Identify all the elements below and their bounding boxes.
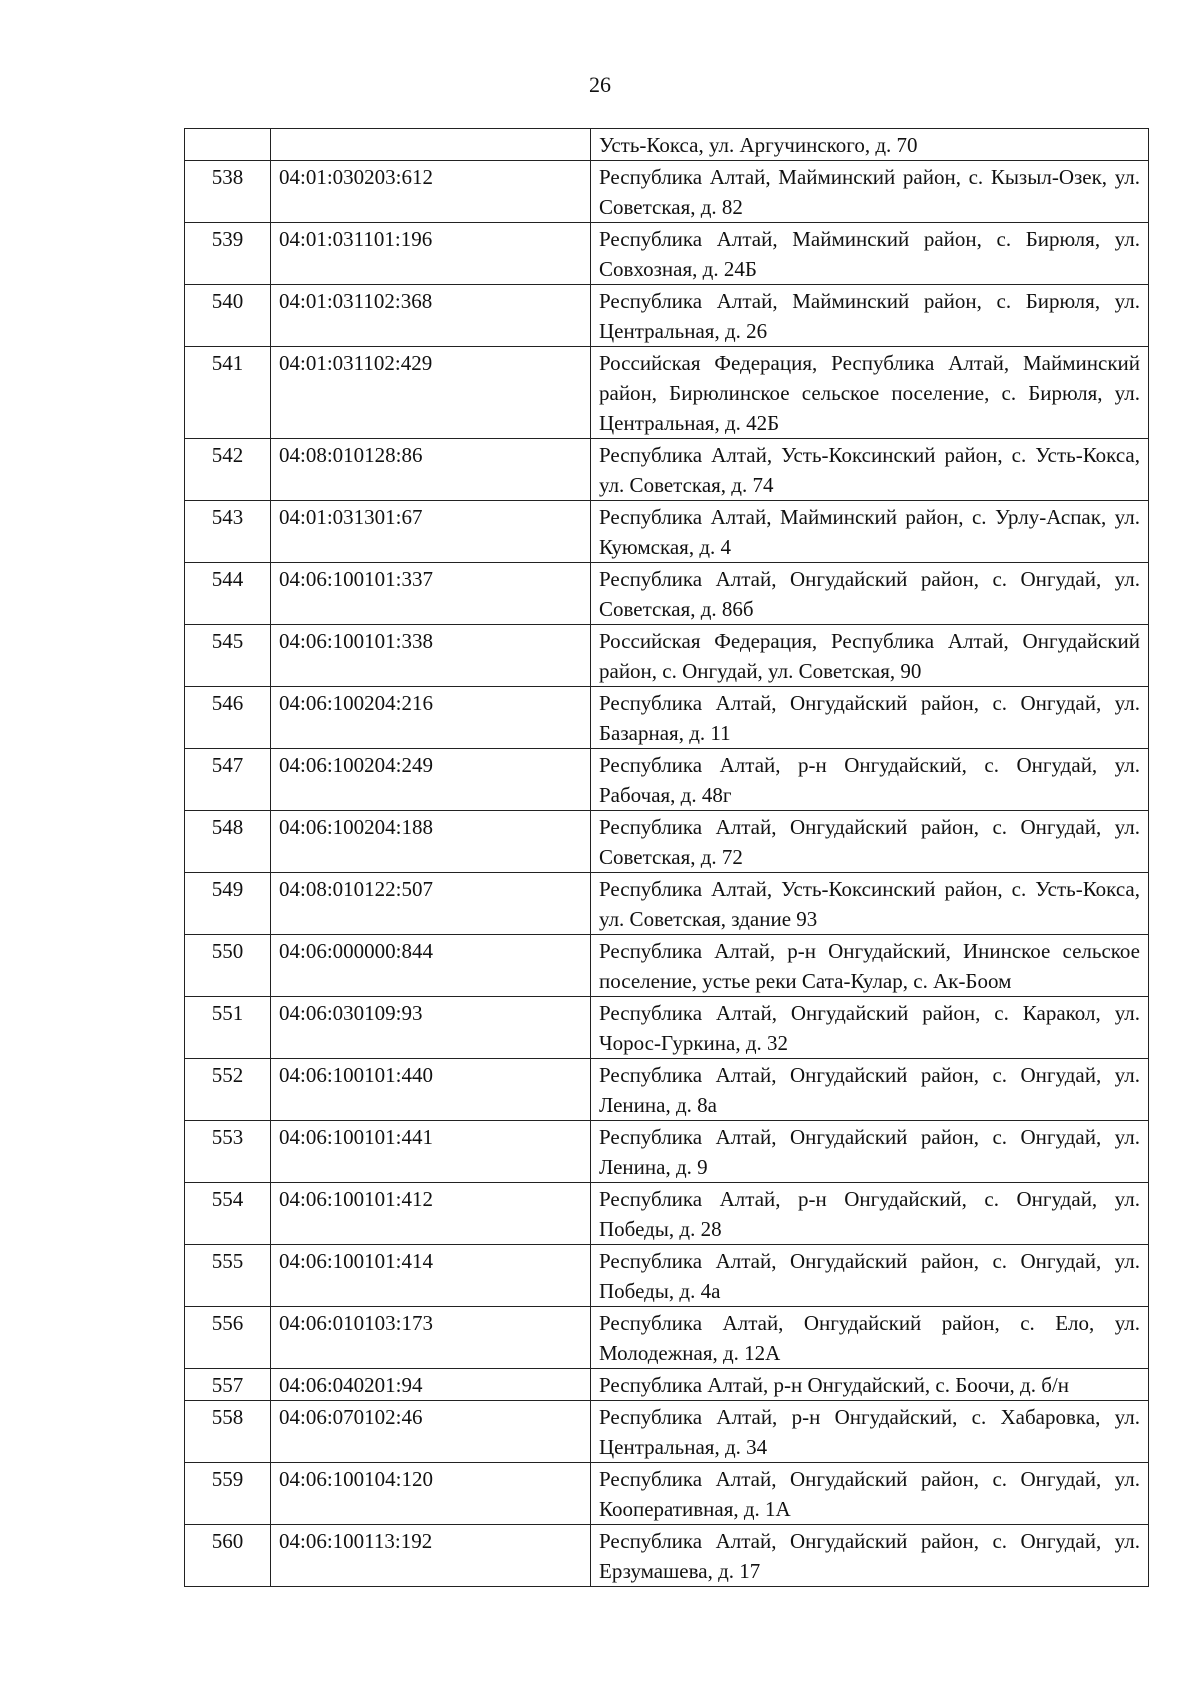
address-cell: Республика Алтай, р-н Онгудайский, с. Онгудай, ул. Рабочая, д. 48г xyxy=(591,749,1149,811)
table-row xyxy=(185,873,1149,935)
cadastral-number-cell: 04:06:030109:93 xyxy=(271,997,591,1059)
row-number-cell: 544 xyxy=(185,563,271,625)
cadastral-number-cell: 04:06:100113:192 xyxy=(271,1525,591,1587)
cadastral-number-cell: 04:06:100101:412 xyxy=(271,1183,591,1245)
cadastral-number-cell: 04:06:040201:94 xyxy=(271,1369,591,1401)
table-row xyxy=(185,1401,1149,1463)
address-cell: Республика Алтай, Онгудайский район, с. Ело, ул. Молодежная, д. 12А xyxy=(591,1307,1149,1369)
row-number-cell: 543 xyxy=(185,501,271,563)
address-cell: Республика Алтай, Онгудайский район, с. Онгудай, ул. Советская, д. 86б xyxy=(591,563,1149,625)
address-cell: Республика Алтай, Онгудайский район, с. Онгудай, ул. Победы, д. 4а xyxy=(591,1245,1149,1307)
table-row xyxy=(185,811,1149,873)
address-cell: Республика Алтай, Усть-Коксинский район, с. Усть-Кокса, ул. Советская, здание 93 xyxy=(591,873,1149,935)
row-number-cell: 557 xyxy=(185,1369,271,1401)
cadastral-number-cell: 04:01:030203:612 xyxy=(271,161,591,223)
row-number-cell: 548 xyxy=(185,811,271,873)
address-cell: Республика Алтай, Усть-Коксинский район, с. Усть-Кокса, ул. Советская, д. 74 xyxy=(591,439,1149,501)
address-cell: Республика Алтай, Майминский район, с. Кызыл-Озек, ул. Советская, д. 82 xyxy=(591,161,1149,223)
page-number: 26 xyxy=(589,72,611,97)
address-cell: Российская Федерация, Республика Алтай, Онгудайский район, с. Онгудай, ул. Советская, 90 xyxy=(591,625,1149,687)
address-cell: Республика Алтай, Онгудайский район, с. Каракол, ул. Чорос-Гуркина, д. 32 xyxy=(591,997,1149,1059)
table-row xyxy=(185,129,1149,161)
table-row xyxy=(185,997,1149,1059)
row-number-cell: 540 xyxy=(185,285,271,347)
registry-table-body xyxy=(185,129,1149,1587)
cadastral-number-cell: 04:06:100101:337 xyxy=(271,563,591,625)
table-row xyxy=(185,439,1149,501)
address-cell: Усть-Кокса, ул. Аргучинского, д. 70 xyxy=(591,129,1149,161)
address-cell: Республика Алтай, Онгудайский район, с. Онгудай, ул. Ленина, д. 8а xyxy=(591,1059,1149,1121)
row-number-cell: 553 xyxy=(185,1121,271,1183)
cadastral-number-cell xyxy=(271,129,591,161)
row-number-cell: 559 xyxy=(185,1463,271,1525)
table-row xyxy=(185,285,1149,347)
row-number-cell xyxy=(185,129,271,161)
cadastral-number-cell: 04:06:100204:188 xyxy=(271,811,591,873)
row-number-cell: 541 xyxy=(185,347,271,439)
table-row xyxy=(185,1245,1149,1307)
table-row xyxy=(185,1183,1149,1245)
cadastral-number-cell: 04:06:100101:338 xyxy=(271,625,591,687)
address-cell: Республика Алтай, Онгудайский район, с. Онгудай, ул. Базарная, д. 11 xyxy=(591,687,1149,749)
cadastral-number-cell: 04:01:031102:368 xyxy=(271,285,591,347)
row-number-cell: 539 xyxy=(185,223,271,285)
cadastral-number-cell: 04:08:010128:86 xyxy=(271,439,591,501)
row-number-cell: 558 xyxy=(185,1401,271,1463)
row-number-cell: 552 xyxy=(185,1059,271,1121)
table-row xyxy=(185,1369,1149,1401)
table-row xyxy=(185,687,1149,749)
table-row xyxy=(185,1463,1149,1525)
row-number-cell: 547 xyxy=(185,749,271,811)
registry-table xyxy=(184,128,1149,1587)
row-number-cell: 545 xyxy=(185,625,271,687)
row-number-cell: 549 xyxy=(185,873,271,935)
cadastral-number-cell: 04:06:100101:414 xyxy=(271,1245,591,1307)
row-number-cell: 538 xyxy=(185,161,271,223)
address-cell: Республика Алтай, Онгудайский район, с. Онгудай, ул. Ерзумашева, д. 17 xyxy=(591,1525,1149,1587)
row-number-cell: 560 xyxy=(185,1525,271,1587)
row-number-cell: 555 xyxy=(185,1245,271,1307)
table-row xyxy=(185,501,1149,563)
address-cell: Российская Федерация, Республика Алтай, Майминский район, Бирюлинское сельское поселение, с. Бирюля, ул. Центральная, д. 42Б xyxy=(591,347,1149,439)
cadastral-number-cell: 04:06:000000:844 xyxy=(271,935,591,997)
cadastral-number-cell: 04:01:031102:429 xyxy=(271,347,591,439)
cadastral-number-cell: 04:01:031101:196 xyxy=(271,223,591,285)
cadastral-number-cell: 04:01:031301:67 xyxy=(271,501,591,563)
row-number-cell: 542 xyxy=(185,439,271,501)
table-row xyxy=(185,223,1149,285)
cadastral-number-cell: 04:06:010103:173 xyxy=(271,1307,591,1369)
address-cell: Республика Алтай, Онгудайский район, с. Онгудай, ул. Ленина, д. 9 xyxy=(591,1121,1149,1183)
table-row xyxy=(185,1121,1149,1183)
address-cell: Республика Алтай, Онгудайский район, с. Онгудай, ул. Кооперативная, д. 1А xyxy=(591,1463,1149,1525)
address-cell: Республика Алтай, р-н Онгудайский, с. Хабаровка, ул. Центральная, д. 34 xyxy=(591,1401,1149,1463)
table-row xyxy=(185,749,1149,811)
address-cell: Республика Алтай, р-н Онгудайский, Ининское сельское поселение, устье реки Сата-Кулар, с. Ак-Боом xyxy=(591,935,1149,997)
table-row xyxy=(185,625,1149,687)
row-number-cell: 550 xyxy=(185,935,271,997)
table-row xyxy=(185,1059,1149,1121)
address-cell: Республика Алтай, р-н Онгудайский, с. Боочи, д. б/н xyxy=(591,1369,1149,1401)
address-cell: Республика Алтай, р-н Онгудайский, с. Онгудай, ул. Победы, д. 28 xyxy=(591,1183,1149,1245)
address-cell: Республика Алтай, Майминский район, с. Урлу-Аспак, ул. Куюмская, д. 4 xyxy=(591,501,1149,563)
cadastral-number-cell: 04:06:100101:440 xyxy=(271,1059,591,1121)
row-number-cell: 556 xyxy=(185,1307,271,1369)
address-cell: Республика Алтай, Майминский район, с. Бирюля, ул. Центральная, д. 26 xyxy=(591,285,1149,347)
table-row xyxy=(185,1307,1149,1369)
table-row xyxy=(185,1525,1149,1587)
table-row xyxy=(185,563,1149,625)
cadastral-number-cell: 04:08:010122:507 xyxy=(271,873,591,935)
table-row xyxy=(185,347,1149,439)
cadastral-number-cell: 04:06:100104:120 xyxy=(271,1463,591,1525)
cadastral-number-cell: 04:06:100204:216 xyxy=(271,687,591,749)
row-number-cell: 554 xyxy=(185,1183,271,1245)
table-row xyxy=(185,161,1149,223)
row-number-cell: 546 xyxy=(185,687,271,749)
cadastral-number-cell: 04:06:100204:249 xyxy=(271,749,591,811)
row-number-cell: 551 xyxy=(185,997,271,1059)
cadastral-number-cell: 04:06:070102:46 xyxy=(271,1401,591,1463)
address-cell: Республика Алтай, Онгудайский район, с. Онгудай, ул. Советская, д. 72 xyxy=(591,811,1149,873)
address-cell: Республика Алтай, Майминский район, с. Бирюля, ул. Совхозная, д. 24Б xyxy=(591,223,1149,285)
table-row xyxy=(185,935,1149,997)
cadastral-number-cell: 04:06:100101:441 xyxy=(271,1121,591,1183)
